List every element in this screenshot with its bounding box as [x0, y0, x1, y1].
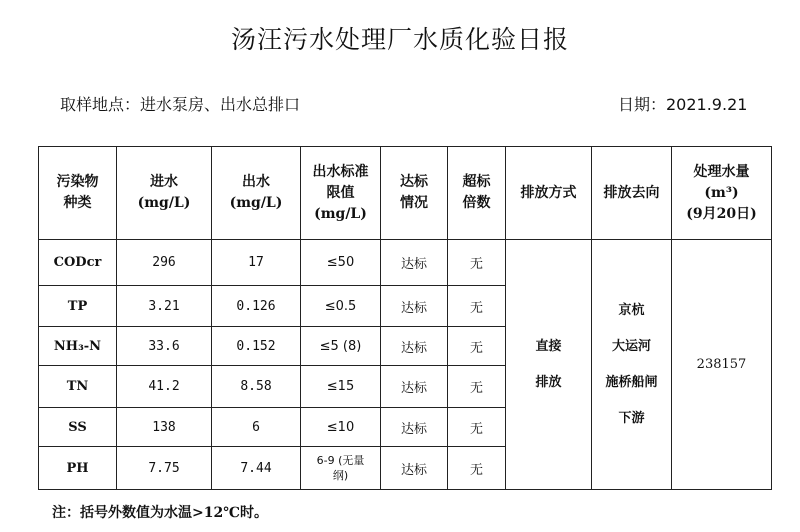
standard-cell: 6-9 (无量 纲): [301, 447, 381, 490]
header-status: 达标 情况: [381, 147, 448, 240]
effluent-cell: 0.126: [212, 286, 301, 327]
header-volume: 处理水量 (m³) (9月20日): [672, 147, 772, 240]
discharge-direction-cell: 京杭 大运河 施桥船闸 下游: [592, 240, 672, 490]
pollutant-cell: PH: [39, 447, 117, 490]
influent-cell: 3.21: [117, 286, 212, 327]
header-influent: 进水 (mg/L): [117, 147, 212, 240]
influent-cell: 7.75: [117, 447, 212, 490]
report-date: 日期：2021.9.21: [618, 95, 748, 114]
effluent-cell: 7.44: [212, 447, 301, 490]
sampling-location: 取样地点：进水泵房、出水总排口: [60, 95, 301, 114]
table-row: [39, 240, 772, 286]
effluent-cell: 8.58: [212, 366, 301, 408]
exceed-cell: 无: [448, 408, 506, 447]
exceed-cell: 无: [448, 366, 506, 408]
influent-cell: 296: [117, 240, 212, 286]
status-cell: 达标: [381, 408, 448, 447]
pollutant-cell: CODcr: [39, 240, 117, 286]
exceed-cell: 无: [448, 240, 506, 286]
standard-cell: ≤15: [301, 366, 381, 408]
effluent-cell: 6: [212, 408, 301, 447]
header-standard: 出水标准 限值 (mg/L): [301, 147, 381, 240]
status-cell: 达标: [381, 366, 448, 408]
influent-cell: 138: [117, 408, 212, 447]
discharge-method-cell: 直接 排放: [506, 240, 592, 490]
header-discharge-method: 排放方式: [506, 147, 592, 240]
header-row: [39, 147, 772, 240]
standard-cell: ≤0.5: [301, 286, 381, 327]
status-cell: 达标: [381, 240, 448, 286]
influent-cell: 33.6: [117, 327, 212, 366]
footnote: 注：括号外数值为水温>12℃时。: [52, 505, 268, 521]
standard-cell: ≤5 (8): [301, 327, 381, 366]
status-cell: 达标: [381, 286, 448, 327]
standard-cell: ≤10: [301, 408, 381, 447]
exceed-cell: 无: [448, 447, 506, 490]
standard-cell: ≤50: [301, 240, 381, 286]
header-pollutant: 污染物 种类: [39, 147, 117, 240]
exceed-cell: 无: [448, 286, 506, 327]
volume-cell: 238157: [672, 240, 772, 490]
effluent-cell: 17: [212, 240, 301, 286]
pollutant-cell: TN: [39, 366, 117, 408]
header-effluent: 出水 (mg/L): [212, 147, 301, 240]
report-title: 汤汪污水处理厂水质化验日报: [230, 25, 569, 54]
pollutant-cell: NH₃-N: [39, 327, 117, 366]
pollutant-cell: SS: [39, 408, 117, 447]
status-cell: 达标: [381, 327, 448, 366]
pollutant-cell: TP: [39, 286, 117, 327]
header-exceed: 超标 倍数: [448, 147, 506, 240]
effluent-cell: 0.152: [212, 327, 301, 366]
exceed-cell: 无: [448, 327, 506, 366]
status-cell: 达标: [381, 447, 448, 490]
influent-cell: 41.2: [117, 366, 212, 408]
water-quality-table: [38, 146, 772, 490]
header-discharge-direction: 排放去向: [592, 147, 672, 240]
